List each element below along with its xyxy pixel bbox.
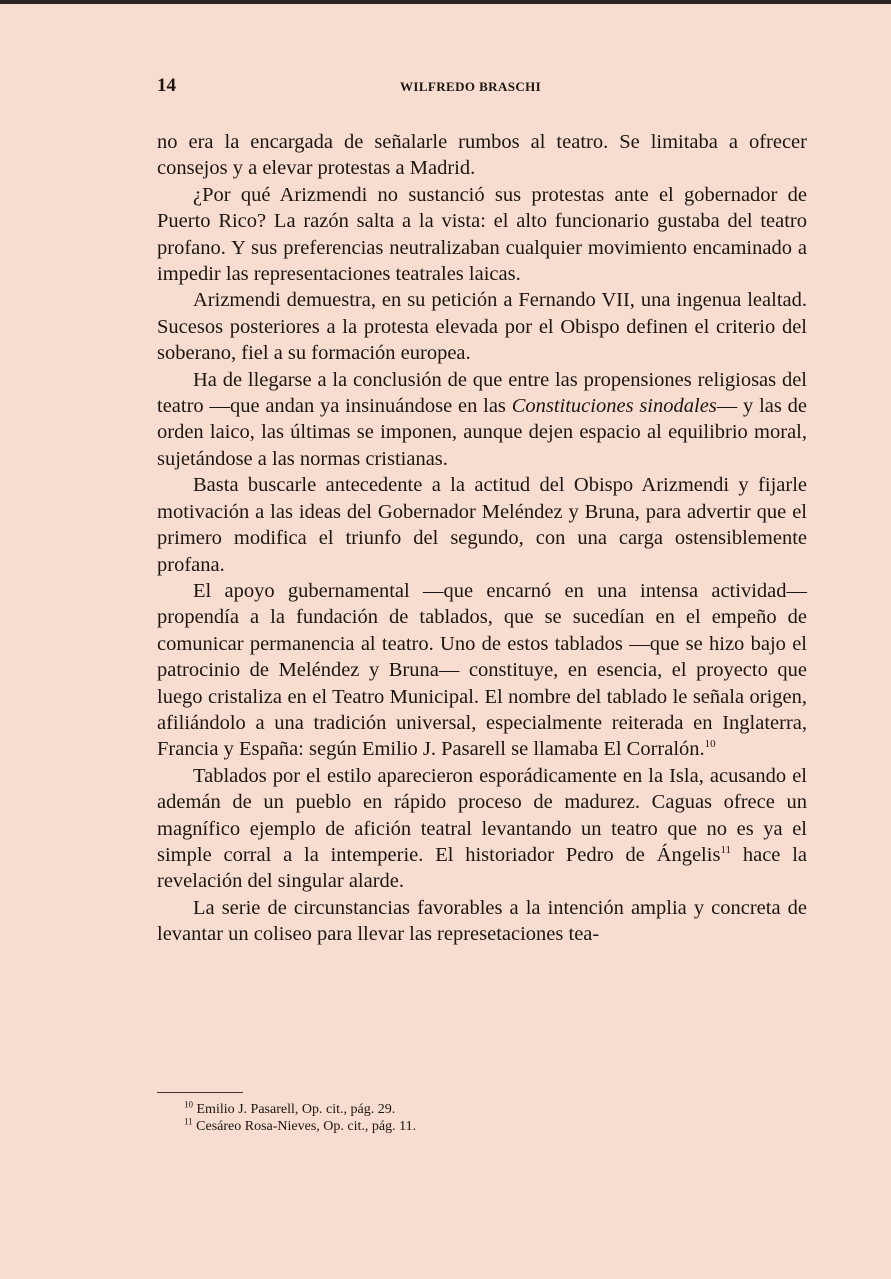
footnote-number: 11 xyxy=(184,1116,193,1127)
paragraph-8: La serie de circunstancias favorables a la intención amplia y concreta de levantar un coliseo para llevar las represetaciones tea- xyxy=(157,896,807,946)
footnote-text: Emilio J. Pasarell, Op. cit., pág. 29. xyxy=(193,1102,396,1117)
footnote-text: Cesáreo Rosa-Nieves, Op. cit., pág. 11. xyxy=(192,1119,417,1134)
paragraph-6-text: El apoyo gubernamental —que encarnó en una intensa actividad— propendía a la fundación de tablados, que se sucedían en el empeño de comunicar permanencia al teatro. Uno de estos tablados —que se hizo bajo el patrocinio de Meléndez y Bruna— constituye, en esencia, el proyecto que luego cristaliza en el Teatro Municipal. El nombre del tablado le señala origen, afiliándolo a una tradición universal, especialmente reiterada en Inglaterra, Francia y España: según Emilio J. Pasarell se llamaba El Corralón. xyxy=(157,579,807,761)
footnote-ref-10: 10 xyxy=(704,738,716,751)
paragraph-2: ¿Por qué Arizmendi no sustanció sus protestas ante el gobernador de Puerto Rico? La razón salta a la vista: el alto funcionario gustaba del teatro profano. Y sus preferencias neutralizaban cualquier movimiento encaminado a impedir las representaciones teatrales laicas. xyxy=(157,183,807,286)
paragraph-4 xyxy=(157,367,807,473)
footnotes xyxy=(184,1101,784,1135)
body-text xyxy=(157,129,807,948)
footnote-10 xyxy=(184,1101,784,1118)
paragraph-1: no era la encargada de señalarle rumbos al teatro. Se limitaba a ofrecer consejos y a elevar protestas a Madrid. xyxy=(157,131,807,180)
footnote-number: 10 xyxy=(184,1099,193,1110)
footnote-11 xyxy=(184,1118,784,1135)
page-top-edge xyxy=(0,0,891,4)
paragraph-4-text-b: — y las de orden laico, las últimas se imponen, aunque dejen espacio al equilibrio moral, sujetándose a las normas cristianas. xyxy=(157,395,807,470)
page-header xyxy=(157,75,807,99)
paragraph-7 xyxy=(157,763,807,895)
paragraph-7-text-a: Tablados por el estilo aparecieron esporádicamente en la Isla, acusando el ademán de un pueblo en rápido proceso de madurez. Caguas ofrece un magnífico ejemplo de afición teatral levantando un teatro que no es ya el simple corral a la intemperie. El historiador Pedro de Ángelis xyxy=(157,764,807,866)
paragraph-6 xyxy=(157,578,807,763)
paragraph-5: Basta buscarle antecedente a la actitud del Obispo Arizmendi y fijarle motivación a las ideas del Gobernador Meléndez y Bruna, para advertir que el primero modifica el triunfo del segundo, con una carga ostensiblemente profana. xyxy=(157,474,807,576)
paragraph-3: Arizmendi demuestra, en su petición a Fernando VII, una ingenua lealtad. Sucesos posteriores a la protesta elevada por el Obispo definen el criterio del soberano, fiel a su formación europea. xyxy=(157,289,807,365)
page-number: 14 xyxy=(157,75,176,96)
footnote-divider xyxy=(157,1092,243,1093)
paragraph-4-italic: Constituciones sinodales xyxy=(511,395,717,418)
paragraph-7-text-b: hace la revelación del singular alarde. xyxy=(157,843,807,893)
footnote-ref-11: 11 xyxy=(720,844,732,857)
running-head: WILFREDO BRASCHI xyxy=(400,79,542,94)
paragraph-4-text-a: Ha de llegarse a la conclusión de que entre las propensiones religiosas del teatro —que andan ya insinuándose en las xyxy=(157,368,807,418)
